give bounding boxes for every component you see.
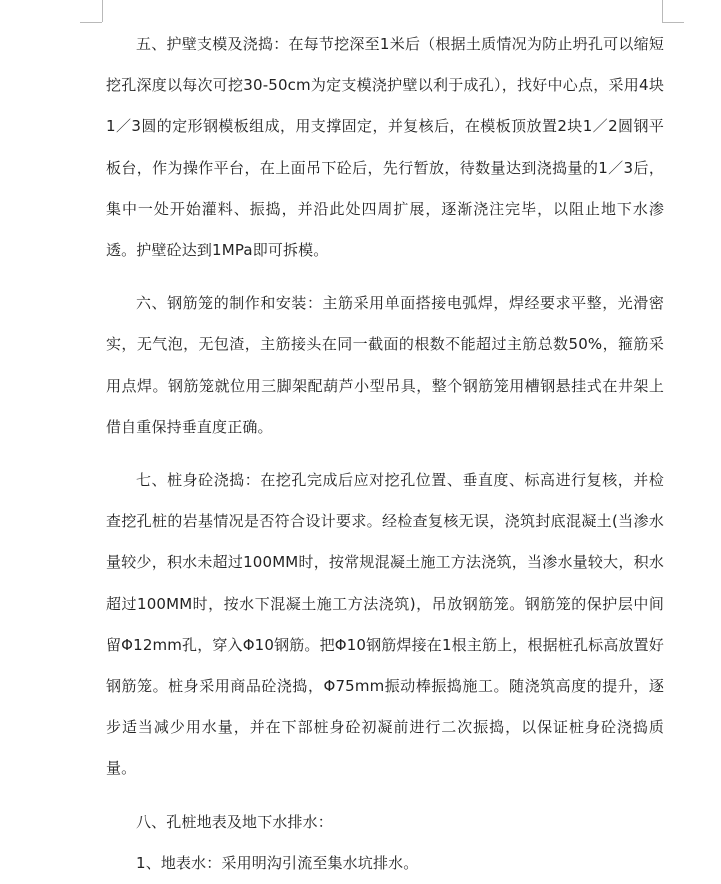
crop-mark-top-right-horizontal: [662, 22, 684, 23]
document-body[interactable]: [106, 24, 664, 884]
paragraph-rebar-cage: 六、钢筋笼的制作和安装：主筋采用单面搭接电弧焊，焊经要求平整，光滑密实，无气泡，无包渣，主筋接头在同一截面的根数不能超过主筋总数50%，箍筋采用点焊。钢筋笼就位用三脚架配葫芦小型吊具，整个钢筋笼用槽钢悬挂式在井架上借自重保持垂直度正确。: [106, 294, 664, 436]
section-heading-drainage: 八、孔桩地表及地下水排水：: [136, 812, 333, 831]
paragraph-wall-formwork-pouring: 五、护壁支模及浇捣：在每节挖深至1米后（根据土质情况为防止坍孔可以缩短挖孔深度以每次可挖30-50cm为定支模浇护壁以利于成孔），找好中心点，采用4块1／3圆的定形钢模板组成，用支撑固定，并复核后，在模板顶放置2块1／2圆钢平板台，作为操作平台，在上面吊下砼后，先行暂放，待数量达到浇捣量的1／3后，集中一处开始灌料、振捣，并沿此处四周扩展，逐渐浇注完毕，以阻止地下水渗透。护壁砼达到1MPa即可拆模。: [106, 35, 664, 260]
crop-mark-top-right-vertical: [662, 0, 663, 22]
crop-mark-top-left-horizontal: [80, 22, 102, 23]
paragraph-pile-concrete-pouring: 七、桩身砼浇捣：在挖孔完成后应对挖孔位置、垂直度、标高进行复核，并检查挖孔桩的岩基情况是否符合设计要求。经检查复核无误，浇筑封底混凝土(当渗水量较少，积水未超过100MM时，按常规混凝土施工方法浇筑，当渗水量较大，积水超过100MM时，按水下混凝土施工方法浇筑)，吊放钢筋笼。钢筋笼的保护层中间留Φ12mm孔，穿入Φ10钢筋。把Φ10钢筋焊接在1根主筋上，根据桩孔标高放置好钢筋笼。桩身采用商品砼浇捣，Φ75mm振动棒振捣施工。随浇筑高度的提升，逐步适当减少用水量，并在下部桩身砼初凝前进行二次振捣，以保证桩身砼浇捣质量。: [106, 471, 664, 778]
crop-mark-top-left-vertical: [102, 0, 103, 22]
paragraph-surface-water: 1、地表水：采用明沟引流至集水坑排水。: [136, 853, 419, 872]
